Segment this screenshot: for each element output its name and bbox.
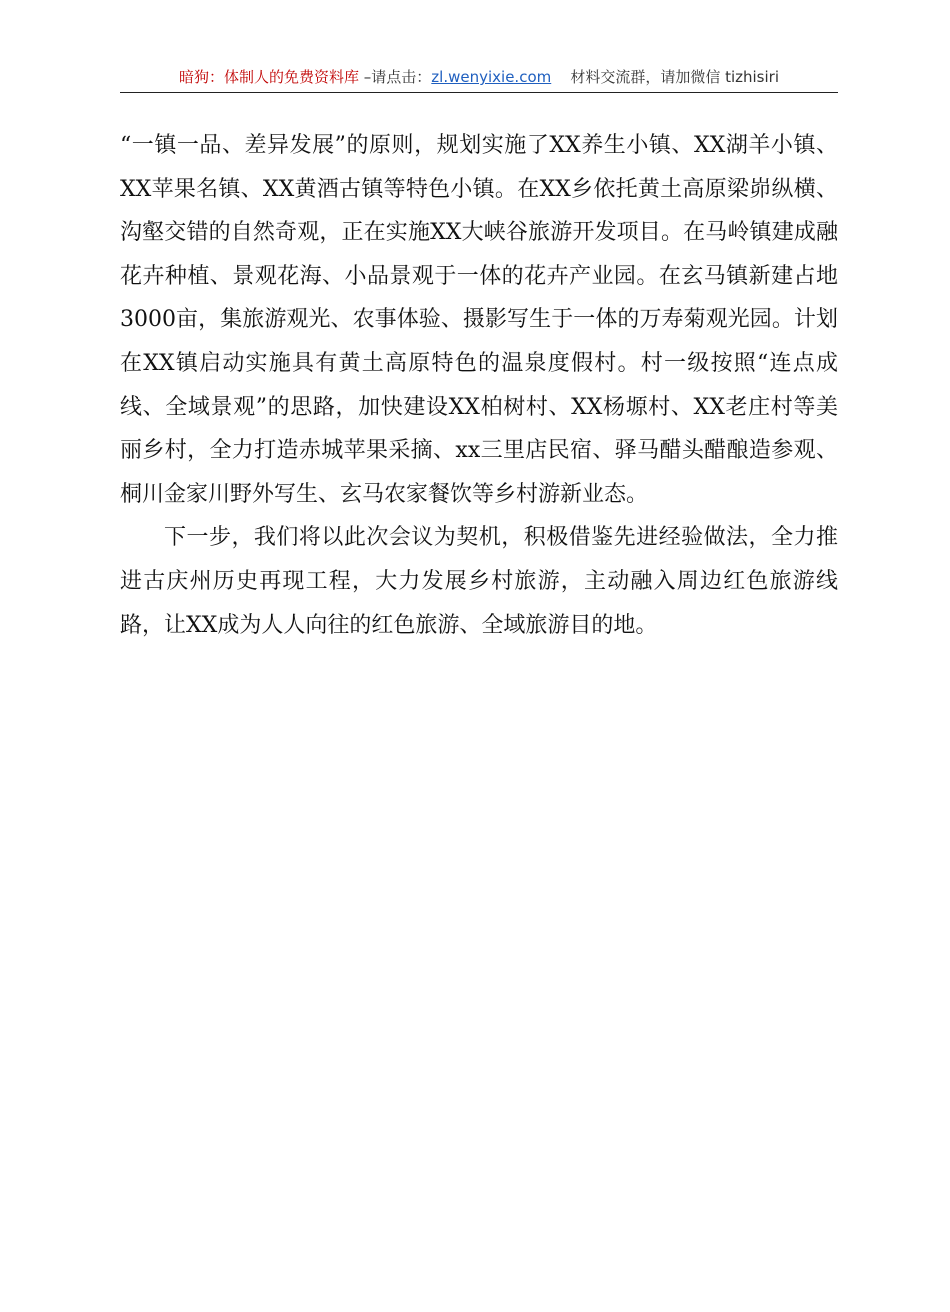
paragraph-1: “一镇一品、差异发展”的原则，规划实施了XX养生小镇、XX湖羊小镇、XX苹果名镇、XX黄酒古镇等特色小镇。在XX乡依托黄土高原梁峁纵横、沟壑交错的自然奇观，正在实施XX大峡谷旅游开发项目。在马岭镇建成融花卉种植、景观花海、小品景观于一体的花卉产业园。在玄马镇新建占地3000亩，集旅游观光、农事体验、摄影写生于一体的万寿菊观光园。计划在XX镇启动实施具有黄土高原特色的温泉度假村。村一级按照“连点成线、全域景观”的思路，加快建设XX柏树村、XX杨塬村、XX老庄村等美丽乡村，全力打造赤城苹果采摘、xx三里店民宿、驿马醋头醋酿造参观、桐川金家川野外写生、玄马农家餐饮等乡村游新业态。 (120, 133, 838, 507)
paragraph-2: 下一步，我们将以此次会议为契机，积极借鉴先进经验做法，全力推进古庆州历史再现工程，大力发展乡村旅游，主动融入周边红色旅游线路，让XX成为人人向往的红色旅游、全域旅游目的地。 (120, 525, 838, 638)
site-name: 暗狗：体制人的免费资料库 (179, 68, 360, 86)
contact-info: 材料交流群，请加微信 tizhisiri (570, 68, 779, 86)
site-url-link[interactable]: zl.wenyixie.com (431, 68, 552, 86)
click-prompt: –请点击： (359, 68, 432, 86)
document-body (120, 124, 838, 647)
page-header (120, 64, 838, 93)
